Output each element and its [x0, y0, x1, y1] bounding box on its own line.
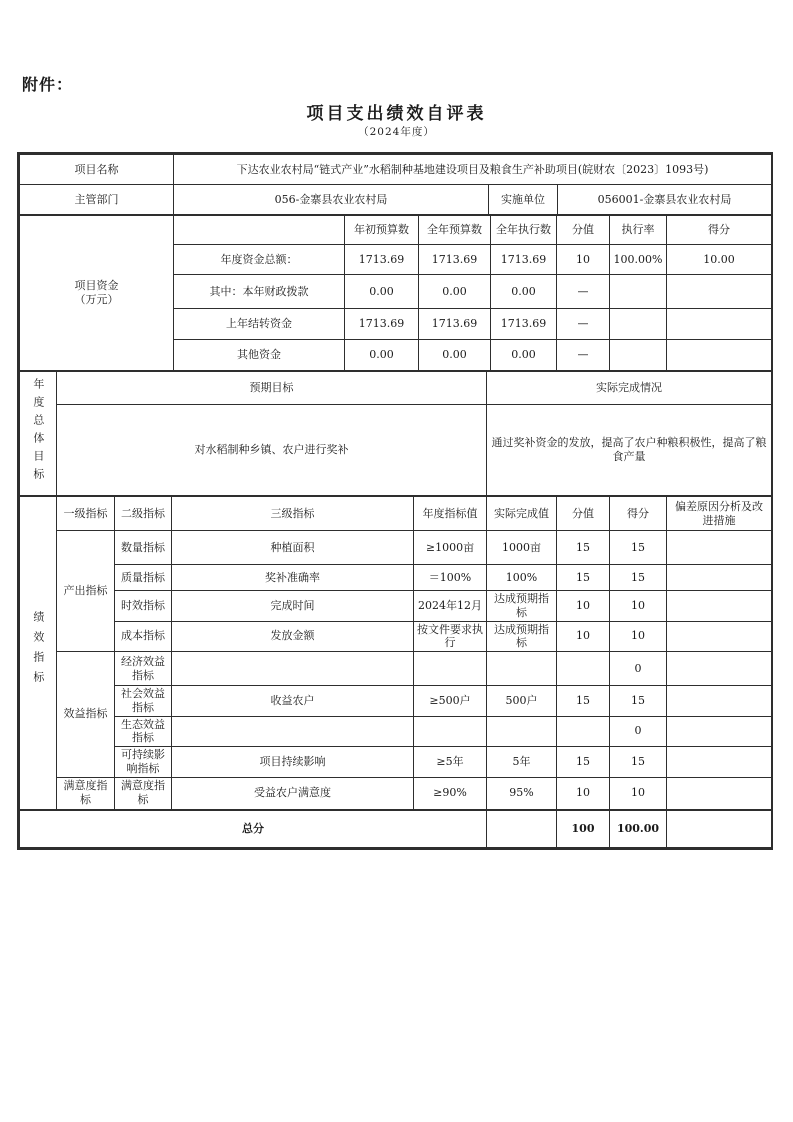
actual-cell: 95% [487, 777, 557, 809]
level3-cell [172, 652, 414, 686]
dept-label-cell: 主管部门 [20, 185, 174, 215]
project-name-row [20, 155, 772, 185]
indicator-row-cost [20, 621, 772, 652]
deviation-cell [667, 565, 772, 591]
actual-cell [487, 716, 557, 747]
goals-header-row [20, 372, 772, 405]
indicators-header-cell: 得分 [610, 497, 667, 531]
funds-header-cell: 全年执行数 [491, 216, 557, 245]
score-cell: 15 [610, 686, 667, 717]
score-cell: 15 [610, 531, 667, 565]
funds-row-label-cell: 其中：本年财政拨款 [174, 275, 345, 309]
funds-cell: 1713.69 [345, 309, 419, 340]
funds-header-empty-cell [174, 216, 345, 245]
funds-side-label-line1: 项目资金 [74, 279, 119, 293]
level3-cell: 收益农户 [172, 686, 414, 717]
funds-header-cell: 分值 [557, 216, 610, 245]
level2-cell: 成本指标 [115, 621, 172, 652]
deviation-cell [667, 591, 772, 622]
funds-cell: — [557, 309, 610, 340]
actual-cell: 达成预期指标 [487, 621, 557, 652]
self-evaluation-table [17, 152, 773, 850]
funds-cell: 1713.69 [419, 309, 491, 340]
level3-cell: 受益农户满意度 [172, 777, 414, 809]
indicators-table [19, 496, 772, 810]
target-cell: 按文件要求执行 [414, 621, 487, 652]
level2-cell: 质量指标 [115, 565, 172, 591]
level1-output-cell: 产出指标 [57, 531, 115, 652]
level2-cell: 生态效益指标 [115, 716, 172, 747]
target-cell: ≥5年 [414, 747, 487, 778]
level3-cell: 奖补准确率 [172, 565, 414, 591]
funds-row-label-cell: 其他资金 [174, 340, 345, 371]
score-value-cell [557, 652, 610, 686]
score-value-cell: 15 [557, 686, 610, 717]
funds-cell: 0.00 [491, 275, 557, 309]
actual-cell: 5年 [487, 747, 557, 778]
funds-row-label-cell: 上年结转资金 [174, 309, 345, 340]
indicators-header-cell: 三级指标 [172, 497, 414, 531]
score-cell: 15 [610, 565, 667, 591]
score-cell: 15 [610, 747, 667, 778]
funds-cell: 0.00 [419, 340, 491, 371]
expected-goal-header-cell: 预期目标 [57, 372, 487, 405]
form-subtitle: （2024年度） [358, 126, 435, 138]
funds-cell: — [557, 275, 610, 309]
project-name-label-cell: 项目名称 [20, 155, 174, 185]
department-row [20, 185, 772, 215]
funds-cell [610, 275, 667, 309]
total-score-cell: 100.00 [610, 810, 667, 847]
indicators-side-label: 绩效指标 [31, 610, 45, 691]
funds-cell: 1713.69 [419, 245, 491, 275]
level2-cell: 满意度指标 [115, 777, 172, 809]
indicators-header-cell: 偏差原因分析及改进措施 [667, 497, 772, 531]
actual-cell: 100% [487, 565, 557, 591]
deviation-cell [667, 747, 772, 778]
funds-cell [667, 340, 772, 371]
funds-cell: 100.00% [610, 245, 667, 275]
deviation-cell [667, 777, 772, 809]
score-cell: 0 [610, 716, 667, 747]
goals-side-label-cell [20, 372, 57, 496]
form-title: 项目支出绩效自评表 [306, 104, 487, 124]
funds-cell: 0.00 [345, 340, 419, 371]
level1-satisfaction-cell: 满意度指标 [57, 777, 115, 809]
score-value-cell: 10 [557, 777, 610, 809]
indicator-row-satisfaction [20, 777, 772, 809]
target-cell [414, 652, 487, 686]
score-value-cell [557, 716, 610, 747]
indicators-header-cell: 分值 [557, 497, 610, 531]
impl-label-cell: 实施单位 [489, 185, 558, 215]
funds-cell: 0.00 [491, 340, 557, 371]
level3-cell: 发放金额 [172, 621, 414, 652]
deviation-cell [667, 686, 772, 717]
funds-cell [610, 309, 667, 340]
score-cell: 0 [610, 652, 667, 686]
total-score-value-cell: 100 [557, 810, 610, 847]
indicator-row-quantity [20, 531, 772, 565]
target-cell [414, 716, 487, 747]
funds-cell: 1713.69 [491, 309, 557, 340]
indicators-header-cell: 年度指标值 [414, 497, 487, 531]
target-cell: ≥90% [414, 777, 487, 809]
funds-row-label-cell: 年度资金总额： [174, 245, 345, 275]
project-header-table [19, 154, 772, 215]
funds-header-cell: 全年预算数 [419, 216, 491, 245]
funds-side-label-line2: （万元） [74, 293, 119, 306]
indicators-header-cell: 实际完成值 [487, 497, 557, 531]
impl-value-cell: 056001-金寨县农业农村局 [558, 185, 772, 215]
indicator-row-timeliness [20, 591, 772, 622]
level1-benefit-cell: 效益指标 [57, 652, 115, 778]
score-cell: 10 [610, 591, 667, 622]
goals-table [19, 371, 772, 496]
funds-side-label-cell [20, 216, 174, 371]
target-cell: ≥500户 [414, 686, 487, 717]
total-row [20, 810, 772, 847]
funds-cell: 1713.69 [345, 245, 419, 275]
indicators-header-row [20, 497, 772, 531]
total-deviation-cell [667, 810, 772, 847]
attachment-label: 附件： [22, 75, 74, 94]
target-cell: ≥1000亩 [414, 531, 487, 565]
target-cell: ＝100% [414, 565, 487, 591]
indicator-row-ecological [20, 716, 772, 747]
funds-header-row [20, 216, 772, 245]
level3-cell: 种植面积 [172, 531, 414, 565]
funds-cell: 10.00 [667, 245, 772, 275]
indicator-row-economic [20, 652, 772, 686]
level2-cell: 可持续影响指标 [115, 747, 172, 778]
total-empty-cell [487, 810, 557, 847]
level3-cell: 完成时间 [172, 591, 414, 622]
deviation-cell [667, 531, 772, 565]
funds-cell: 0.00 [345, 275, 419, 309]
indicator-row-social [20, 686, 772, 717]
score-value-cell: 15 [557, 747, 610, 778]
actual-cell: 达成预期指标 [487, 591, 557, 622]
funds-header-cell: 得分 [667, 216, 772, 245]
funds-cell: — [557, 340, 610, 371]
deviation-cell [667, 621, 772, 652]
level2-cell: 经济效益指标 [115, 652, 172, 686]
score-cell: 10 [610, 621, 667, 652]
level2-cell: 社会效益指标 [115, 686, 172, 717]
funds-cell [667, 275, 772, 309]
funds-table [19, 215, 772, 371]
score-value-cell: 15 [557, 531, 610, 565]
level3-cell [172, 716, 414, 747]
actual-goal-header-cell: 实际完成情况 [487, 372, 772, 405]
expected-goal-text-cell: 对水稻制种乡镇、农户进行奖补 [57, 405, 487, 496]
total-table [19, 810, 772, 848]
target-cell: 2024年12月 [414, 591, 487, 622]
deviation-cell [667, 716, 772, 747]
level2-cell: 时效指标 [115, 591, 172, 622]
indicator-row-sustainability [20, 747, 772, 778]
score-value-cell: 10 [557, 591, 610, 622]
funds-header-cell: 年初预算数 [345, 216, 419, 245]
indicator-row-quality [20, 565, 772, 591]
indicators-side-label-cell [20, 497, 57, 810]
funds-cell: 10 [557, 245, 610, 275]
actual-cell: 1000亩 [487, 531, 557, 565]
level3-cell: 项目持续影响 [172, 747, 414, 778]
dept-value-cell: 056-金寨县农业农村局 [174, 185, 489, 215]
goals-content-row [20, 405, 772, 496]
goals-side-label: 年度总体目标 [31, 377, 45, 486]
funds-cell [610, 340, 667, 371]
level2-cell: 数量指标 [115, 531, 172, 565]
funds-cell [667, 309, 772, 340]
indicators-header-cell: 一级指标 [57, 497, 115, 531]
score-cell: 10 [610, 777, 667, 809]
funds-header-cell: 执行率 [610, 216, 667, 245]
project-name-value-cell: 下达农业农村局“链式产业”水稻制种基地建设项目及粮食生产补助项目(皖财农〔2023〕1093号) [174, 155, 772, 185]
deviation-cell [667, 652, 772, 686]
funds-cell: 1713.69 [491, 245, 557, 275]
score-value-cell: 15 [557, 565, 610, 591]
total-label-cell: 总分 [20, 810, 487, 847]
actual-goal-text-cell: 通过奖补资金的发放，提高了农户种粮积极性，提高了粮食产量 [487, 405, 772, 496]
score-value-cell: 10 [557, 621, 610, 652]
indicators-header-cell: 二级指标 [115, 497, 172, 531]
funds-cell: 0.00 [419, 275, 491, 309]
actual-cell: 500户 [487, 686, 557, 717]
actual-cell [487, 652, 557, 686]
